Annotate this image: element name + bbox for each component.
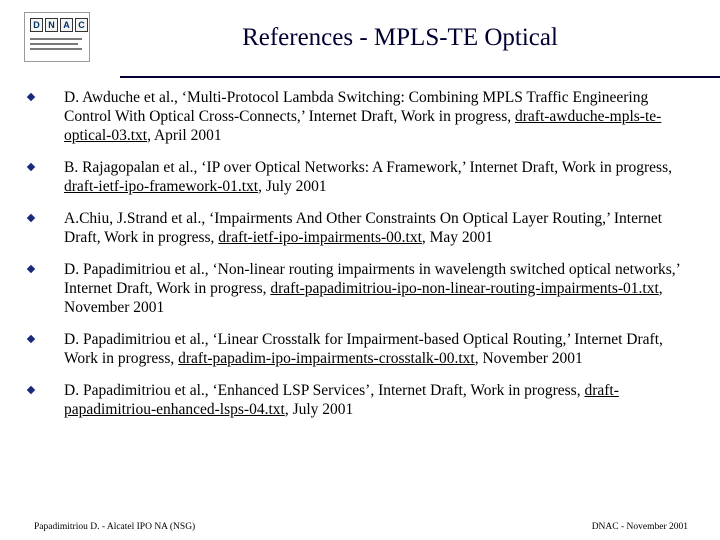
reference-text: D. Papadimitriou et al., ‘Linear Crosstalk for Impairment-based Optical Routing,’ Internet Draft, Work in progress, <box>64 331 663 367</box>
footer-author: Papadimitriou D. - Alcatel IPO NA (NSG) <box>34 522 196 532</box>
reference-text: A.Chiu, J.Strand et al., ‘Impairments And Other Constraints On Optical Layer Routing,’ Internet Draft, Work in progress, <box>64 210 663 246</box>
reference-item <box>28 330 696 368</box>
reference-date: , May 2001 <box>421 229 493 246</box>
reference-date: , November 2001 <box>474 350 583 367</box>
reference-item <box>28 209 696 247</box>
title-divider <box>120 76 720 78</box>
logo-letter: C <box>75 18 88 32</box>
draft-link[interactable]: draft-ietf-ipo-impairments-00.txt <box>218 229 422 246</box>
logo-letter: D <box>30 18 43 32</box>
logo-letter: N <box>45 18 58 32</box>
reference-text: D. Awduche et al., ‘Multi-Protocol Lambda Switching: Combining MPLS Traffic Engineering Control With Optical Cross-Connects,’ Internet Draft, Work in progress, <box>64 89 649 125</box>
draft-link[interactable]: draft-papadimitriou-enhanced-lsps-04.txt <box>64 382 619 418</box>
diamond-bullet-icon <box>27 265 35 273</box>
draft-link[interactable]: draft-papadim-ipo-impairments-crosstalk-00.txt <box>178 350 475 367</box>
reference-item <box>28 381 696 419</box>
reference-date: , July 2001 <box>258 178 327 195</box>
reference-date: , November 2001 <box>64 280 663 316</box>
logo-letter: A <box>60 18 73 32</box>
reference-text: D. Papadimitriou et al., ‘Enhanced LSP Services’, Internet Draft, Work in progress, <box>64 382 585 399</box>
references-list <box>28 88 696 432</box>
page-title: References - MPLS-TE Optical <box>242 24 558 51</box>
diamond-bullet-icon <box>27 214 35 222</box>
diamond-bullet-icon <box>27 335 35 343</box>
diamond-bullet-icon <box>27 386 35 394</box>
reference-date: , April 2001 <box>147 127 222 144</box>
draft-link[interactable]: draft-ietf-ipo-framework-01.txt <box>64 178 259 195</box>
draft-link[interactable]: draft-awduche-mpls-te-optical-03.txt <box>64 108 662 144</box>
draft-link[interactable]: draft-papadimitriou-ipo-non-linear-routing-impairments-01.txt <box>270 280 659 297</box>
reference-item <box>28 88 696 145</box>
reference-item <box>28 260 696 317</box>
reference-date: , July 2001 <box>284 401 354 418</box>
reference-text: D. Papadimitriou et al., ‘Non-linear routing impairments in wavelength switched optical networks,’ Internet Draft, Work in progress, <box>64 261 680 297</box>
diamond-bullet-icon <box>27 93 35 101</box>
reference-item <box>28 158 696 196</box>
diamond-bullet-icon <box>27 163 35 171</box>
reference-text: B. Rajagopalan et al., ‘IP over Optical Networks: A Framework,’ Internet Draft, Work in progress, <box>64 159 672 176</box>
footer-event-date: DNAC - November 2001 <box>591 522 688 532</box>
